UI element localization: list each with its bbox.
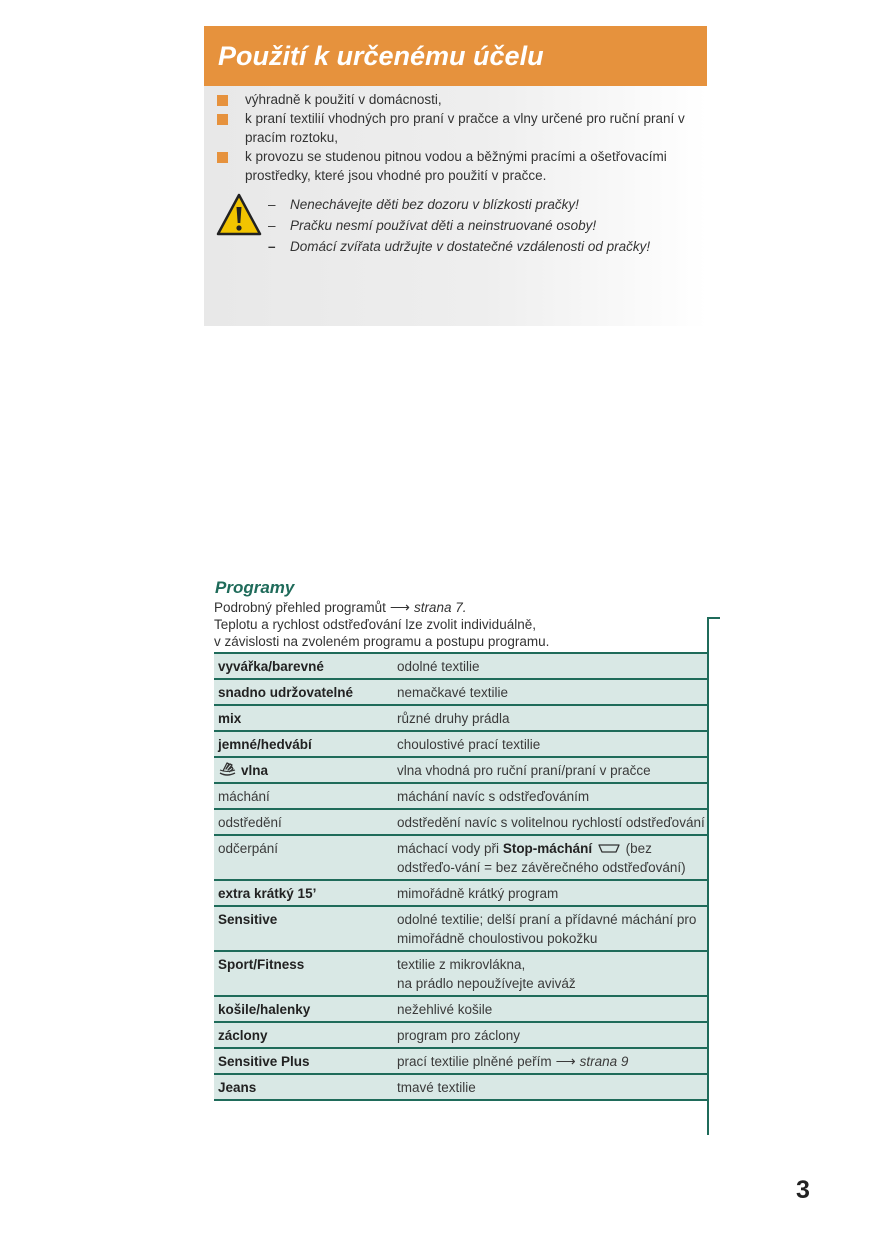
table-row: mix různé druhy prádla	[214, 705, 707, 731]
usage-bullet: k praní textilií vhodných pro praní v pračce a vlny určené pro ruční praní v pracím roztoku,	[204, 109, 707, 147]
intended-use-header	[204, 26, 707, 86]
table-row: vlna vlna vhodná pro ruční praní/praní v pračce	[214, 757, 707, 783]
intended-use-box	[204, 26, 707, 326]
warning-line: – Nenechávejte děti bez dozoru v blízkosti pračky!	[268, 197, 579, 212]
programs-table	[214, 652, 707, 1101]
table-row: máchání máchání navíc s odstřeďováním	[214, 783, 707, 809]
table-bracket	[707, 617, 720, 1135]
arrow-icon: ⟶	[555, 1053, 576, 1069]
table-row: Sensitive odolné textilie; delší praní a přídavné máchání pro mimořádně choulostivou pokožku	[214, 906, 707, 951]
table-row: snadno udržovatelné nemačkavé textilie	[214, 679, 707, 705]
table-row: odčerpání máchací vody při Stop-máchání (bez odstřeďo-vání = bez závěrečného odstřeďování)	[214, 835, 707, 880]
bullet-square-icon	[217, 114, 228, 125]
programs-title: Programy	[215, 578, 295, 597]
bullet-square-icon	[217, 95, 228, 106]
usage-bullet: k provozu se studenou pitnou vodou a běžnými pracími a ošetřovacími prostředky, které jsou vhodné pro použití v pračce.	[204, 147, 707, 185]
table-row: extra krátký 15’ mimořádně krátký program	[214, 880, 707, 906]
table-row: záclony program pro záclony	[214, 1022, 707, 1048]
hand-wash-icon	[218, 761, 237, 777]
warning-triangle-icon	[216, 193, 262, 237]
table-row: Jeans tmavé textilie	[218, 1080, 476, 1095]
warning-line: – Pračku nesmí používat děti a neinstruované osoby!	[268, 218, 597, 233]
table-row: Sensitive Plus prací textilie plněné peřím ⟶ strana 9	[214, 1048, 707, 1074]
programs-section	[214, 577, 719, 1101]
programs-description: Teplotu a rychlost odstřeďování lze zvolit individuálně, v závislosti na zvoleném programu a postupu programu.	[214, 617, 550, 649]
warning-line: – Domácí zvířata udržujte v dostatečné vzdálenosti od pračky!	[268, 239, 651, 254]
usage-bullet-list	[204, 86, 707, 185]
page-number: 3	[796, 1176, 810, 1204]
table-row: košile/halenky nežehlivé košile	[214, 996, 707, 1022]
safety-warning	[204, 191, 707, 261]
table-row: jemné/hedvábí choulostivé prací textilie	[214, 731, 707, 757]
table-row: vyvářka/barevné odolné textilie	[214, 653, 707, 679]
bullet-square-icon	[217, 152, 228, 163]
intended-use-title: Použití k určenému účelu	[218, 40, 544, 71]
programs-overview: Podrobný přehled programůt ⟶ strana 7.	[214, 599, 467, 615]
usage-bullet: výhradně k použití v domácnosti,	[204, 90, 707, 109]
arrow-icon: ⟶	[389, 599, 410, 615]
table-row: Sport/Fitness textilie z mikrovlákna, na prádlo nepoužívejte aviváž	[214, 951, 707, 996]
table-row: odstředění odstředění navíc s volitelnou rychlostí odstřeďování	[214, 809, 707, 835]
rinse-hold-tub-icon	[598, 843, 620, 853]
warning-lines	[268, 194, 650, 257]
